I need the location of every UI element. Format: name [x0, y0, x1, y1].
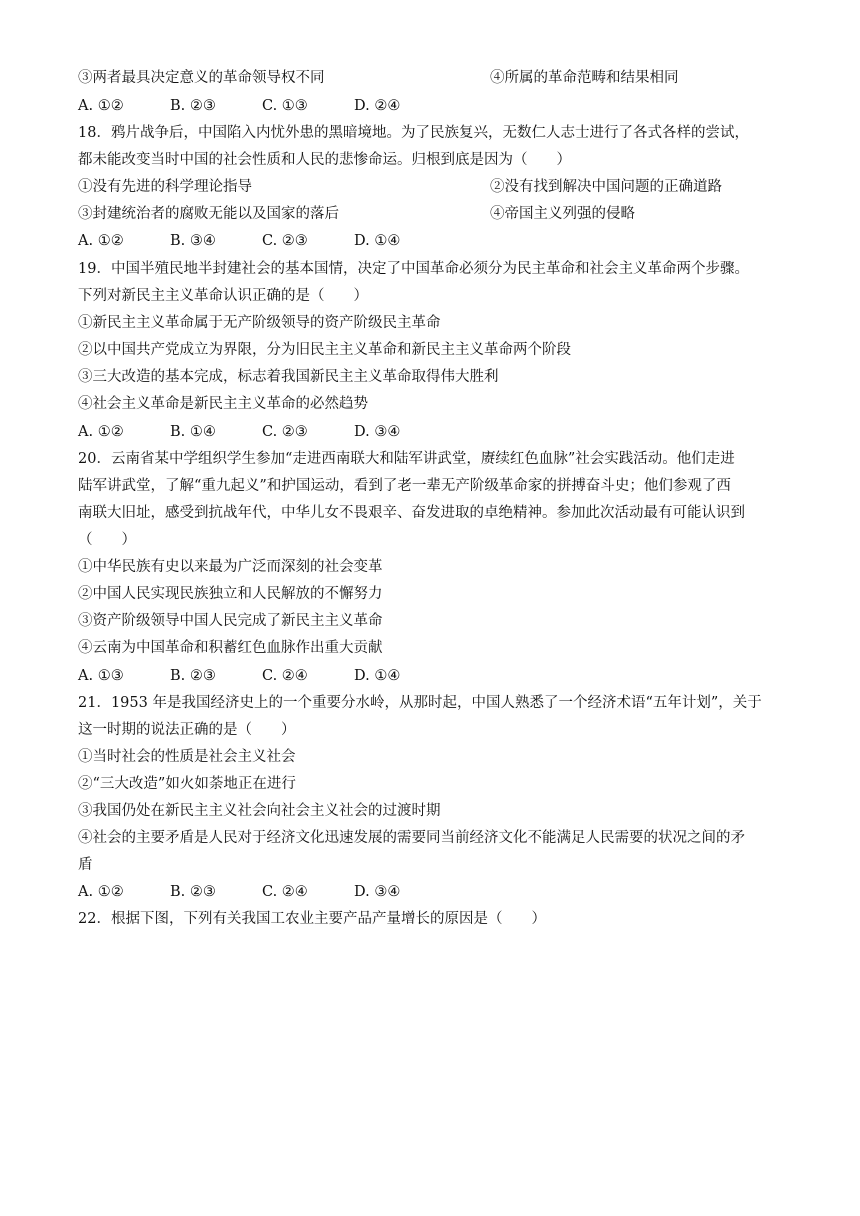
q21-choice-c: C. ②④: [262, 884, 308, 900]
q21-option-4-line-1: ④社会的主要矛盾是人民对于经济文化迅速发展的需要同当前经济文化不能满足人民需要的状况之间的矛: [78, 830, 745, 846]
q17-choice-b: B. ②③: [170, 98, 216, 114]
q18-option-1: ①没有先进的科学理论指导: [78, 179, 252, 195]
q21-stem-line-1: 21．1953 年是我国经济史上的一个重要分水岭，从那时起，中国人熟悉了一个经济术语“五年计划”，关于: [78, 695, 762, 711]
q20-choices: [78, 665, 400, 687]
q17-choices: [78, 95, 400, 117]
q17-choice-d: D. ②④: [354, 98, 401, 114]
q21-choice-a: A. ①②: [78, 884, 124, 900]
q18-option-4: ④帝国主义列强的侵略: [490, 206, 635, 222]
q20-choice-a: A. ①③: [78, 668, 124, 684]
q19-choice-b: B. ①④: [170, 424, 216, 440]
q21-stem-line-2: 这一时期的说法正确的是（ ）: [78, 722, 296, 738]
q20-choice-d: D. ①④: [354, 668, 401, 684]
q17-options-row-2: [78, 67, 679, 89]
q20-option-1: ①中华民族有史以来最为广泛而深刻的社会变革: [78, 559, 383, 575]
q18-options-row-2: [78, 203, 635, 225]
q19-stem-line-2: 下列对新民主主义革命认识正确的是（ ）: [78, 288, 368, 304]
q20-option-4: ④云南为中国革命和积蓄红色血脉作出重大贡献: [78, 640, 383, 656]
q21-option-1: ①当时社会的性质是社会主义社会: [78, 749, 296, 765]
q18-options-row-1: [78, 176, 722, 198]
q19-option-1: ①新民主主义革命属于无产阶级领导的资产阶级民主革命: [78, 315, 441, 331]
q17-choice-c: C. ①③: [262, 98, 308, 114]
q18-choice-d: D. ①④: [354, 233, 401, 249]
q20-stem-line-3: 南联大旧址，感受到抗战年代，中华儿女不畏艰辛、奋发进取的卓绝精神。参加此次活动最有可能认识到: [78, 505, 745, 521]
q20-stem-line-2: 陆军讲武堂，了解“重九起义”和护国运动，看到了老一辈无产阶级革命家的拼搏奋斗史；他们参观了西: [78, 478, 731, 494]
q19-option-3: ③三大改造的基本完成，标志着我国新民主主义革命取得伟大胜利: [78, 369, 499, 385]
q18-option-3: ③封建统治者的腐败无能以及国家的落后: [78, 206, 339, 222]
q21-option-3: ③我国仍处在新民主主义社会向社会主义社会的过渡时期: [78, 803, 441, 819]
q18-stem-line-2: 都未能改变当时中国的社会性质和人民的悲惨命运。归根到底是因为（ ）: [78, 152, 571, 168]
q19-choice-d: D. ③④: [354, 424, 401, 440]
q20-stem-line-4: （ ）: [78, 532, 136, 548]
q17-option-3: ③两者最具决定意义的革命领导权不同: [78, 70, 325, 86]
q20-choice-b: B. ②③: [170, 668, 216, 684]
q17-choice-a: A. ①②: [78, 98, 124, 114]
q17-option-4: ④所属的革命范畴和结果相同: [490, 70, 679, 86]
q19-option-4: ④社会主义革命是新民主主义革命的必然趋势: [78, 396, 368, 412]
q19-choice-c: C. ②③: [262, 424, 308, 440]
q20-option-2: ②中国人民实现民族独立和人民解放的不懈努力: [78, 586, 383, 602]
q21-choice-b: B. ②③: [170, 884, 216, 900]
q21-choices: [78, 881, 400, 903]
q18-stem-line-1: 18．鸦片战争后，中国陷入内忧外患的黑暗境地。为了民族复兴，无数仁人志士进行了各式各样的尝试，: [78, 125, 749, 141]
q18-choices: [78, 230, 400, 252]
q21-option-4-line-2: 盾: [78, 857, 93, 873]
q20-stem-line-1: 20．云南省某中学组织学生参加“走进西南联大和陆军讲武堂，赓续红色血脉”社会实践活动。他们走进: [78, 451, 735, 467]
q18-choice-c: C. ②③: [262, 233, 308, 249]
q21-option-2: ②“三大改造”如火如荼地正在进行: [78, 776, 296, 792]
q18-choice-a: A. ①②: [78, 233, 124, 249]
q19-choices: [78, 421, 400, 443]
q21-choice-d: D. ③④: [354, 884, 401, 900]
q20-option-3: ③资产阶级领导中国人民完成了新民主主义革命: [78, 613, 383, 629]
q18-choice-b: B. ③④: [170, 233, 216, 249]
q18-option-2: ②没有找到解决中国问题的正确道路: [490, 179, 722, 195]
q20-choice-c: C. ②④: [262, 668, 308, 684]
q19-option-2: ②以中国共产党成立为界限，分为旧民主主义革命和新民主主义革命两个阶段: [78, 342, 571, 358]
q19-choice-a: A. ①②: [78, 424, 124, 440]
q22-stem-line-1: 22．根据下图，下列有关我国工农业主要产品产量增长的原因是（ ）: [78, 911, 546, 927]
q19-stem-line-1: 19．中国半殖民地半封建社会的基本国情，决定了中国革命必须分为民主革命和社会主义革命两个步骤。: [78, 261, 749, 277]
